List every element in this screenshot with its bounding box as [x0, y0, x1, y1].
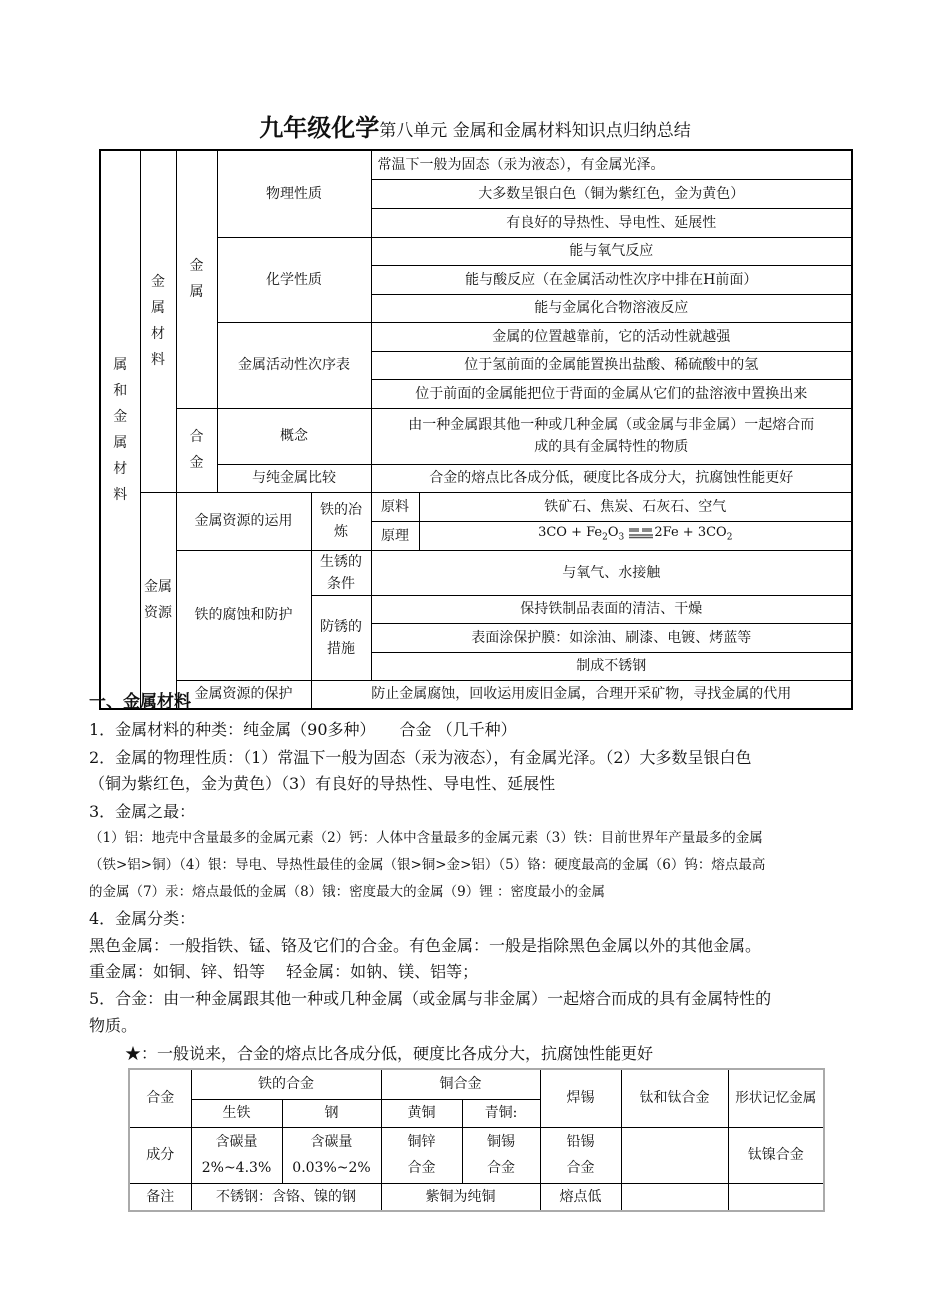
- iron-alloy-header: 铁的合金: [191, 1069, 381, 1099]
- memory-note: [728, 1183, 824, 1211]
- pig-iron-header: 生铁: [191, 1099, 282, 1127]
- para-4: 4．金属分类：: [89, 909, 196, 928]
- titanium-comp: [621, 1127, 728, 1183]
- solder-header: 焊锡: [540, 1069, 621, 1127]
- activity-item-1: 金属的位置越靠前，它的活动性就越强: [371, 322, 852, 351]
- steel-comp: 含碳量 0.03%~2%: [282, 1127, 381, 1183]
- metal-label-cell: 金 属: [176, 150, 217, 408]
- protect-label: 金属资源的保护: [176, 680, 311, 709]
- para-1: 1．金属材料的种类：纯金属（90多种） 合金 （几千种）: [89, 720, 517, 739]
- root-label-cell: [100, 150, 140, 709]
- activity-item-3: 位于前面的金属能把位于背面的金属从它们的盐溶液中置换出来: [371, 379, 852, 408]
- para-4a: 黑色金属：一般指铁、锰、铬及它们的合金。有色金属：一般是指除黑色金属以外的其他金属。: [89, 936, 762, 955]
- materials-label-cell: 金 属 材 料: [140, 150, 176, 492]
- titanium-header: 钛和钛合金: [621, 1069, 728, 1127]
- comp-row-label: 成分: [129, 1127, 191, 1183]
- activity-label: 金属活动性次序表: [217, 322, 371, 408]
- physical-item-3: 有良好的导热性、导电性、延展性: [371, 208, 852, 237]
- title-main: 九年级化学: [259, 114, 380, 142]
- para-3b: （铁>铝>铜）（4）银：导电、导热性最佳的金属（银>铜>金>铝）（5）铬：硬度最高的金属（6）钨：熔点最高: [89, 857, 766, 873]
- compare-text: 合金的熔点比各成分低，硬度比各成分大，抗腐蚀性能更好: [371, 464, 852, 492]
- memory-header: 形状记忆金属: [728, 1069, 824, 1127]
- chemical-item-1: 能与氧气反应: [371, 237, 852, 265]
- high-temp-arrow-icon: [628, 527, 654, 539]
- rust-prev-item-2: 表面涂保护膜：如涂油、刷漆、电镀、烤蓝等: [371, 623, 852, 652]
- rust-prev-item-1: 保持铁制品表面的清洁、干燥: [371, 595, 852, 623]
- raw-label: 原料: [371, 492, 419, 521]
- protect-text: 防止金属腐蚀，回收运用废旧金属，合理开采矿物，寻找金属的代用: [311, 680, 852, 709]
- alloy-header: 合金: [129, 1069, 191, 1127]
- concept-text: 由一种金属跟其他一种或几种金属（或金属与非金属）一起熔合而 成的具有金属特性的物质: [371, 408, 852, 464]
- alloy-label-cell: 合 金: [176, 408, 217, 492]
- equation: $3CO + Fe_2O_3$ $2Fe + 3CO_2$: [419, 521, 852, 550]
- bronze-header: 青铜:: [462, 1099, 540, 1127]
- para-3c: 的金属（7）汞：熔点最低的金属（8）锇：密度最大的金属（9）锂 ：密度最小的金属: [89, 884, 606, 900]
- alloy-table: [128, 1068, 825, 1212]
- activity-item-2: 位于氢前面的金属能置换出盐酸、稀硫酸中的氢: [371, 351, 852, 379]
- pig-iron-comp: 含碳量 2%~4.3%: [191, 1127, 282, 1183]
- para-3a: （1）铝：地壳中含量最多的金属元素（2）钙：人体中含量最多的金属元素（3）铁：目前世界年产量最多的金属: [89, 830, 763, 846]
- chemical-label: 化学性质: [217, 237, 371, 322]
- iron-smelting-label: 铁的冶炼: [311, 492, 371, 550]
- use-label: 金属资源的运用: [176, 492, 311, 550]
- section-heading: 一、金属材料: [89, 692, 191, 712]
- copper-note: 紫铜为纯铜: [381, 1183, 540, 1211]
- star-note: ★：一般说来，合金的熔点比各成分低，硬度比各成分大，抗腐蚀性能更好: [125, 1044, 654, 1063]
- compare-label: 与纯金属比较: [217, 464, 371, 492]
- rust-prev-item-3: 制成不锈钢: [371, 652, 852, 680]
- bronze-comp: 铜锡 合金: [462, 1127, 540, 1183]
- titanium-note: [621, 1183, 728, 1211]
- concept-label: 概念: [217, 408, 371, 464]
- summary-table: [99, 149, 853, 710]
- iron-note: 不锈钢：含铬、镍的钢: [191, 1183, 381, 1211]
- solder-note: 熔点低: [540, 1183, 621, 1211]
- brass-comp: 铜锌 合金: [381, 1127, 462, 1183]
- para-5a: 5．合金：由一种金属跟其他一种或几种金属（或金属与非金属）一起熔合而成的具有金属特性的: [89, 989, 772, 1008]
- para-2b: （铜为紫红色，金为黄色）（3）有良好的导热性、导电性、延展性: [89, 774, 556, 793]
- title-sub: 第八单元 金属和金属材料知识点归纳总结: [379, 121, 691, 141]
- corrosion-label: 铁的腐蚀和防护: [176, 550, 311, 680]
- root-label: 属 和 金 属 材 料: [113, 356, 128, 503]
- solder-comp: 铅锡 合金: [540, 1127, 621, 1183]
- page-title: [0, 108, 950, 143]
- resources-label-cell: 金属 资源: [140, 492, 176, 709]
- principle-label: 原理: [371, 521, 419, 550]
- brass-header: 黄铜: [381, 1099, 462, 1127]
- para-5b: 物质。: [89, 1016, 138, 1035]
- para-4b: 重金属：如铜、锌、铅等 轻金属：如钠、镁、铝等；: [89, 962, 479, 981]
- note-row-label: 备注: [129, 1183, 191, 1211]
- para-3: 3．金属之最：: [89, 802, 196, 821]
- physical-label: 物理性质: [217, 150, 371, 237]
- rust-cond-text: 与氧气、水接触: [371, 550, 852, 595]
- raw-text: 铁矿石、焦炭、石灰石、空气: [419, 492, 852, 521]
- physical-item-1: 常温下一般为固态（汞为液态），有金属光泽。: [371, 150, 852, 179]
- rust-prev-label: 防锈的措施: [311, 595, 371, 680]
- memory-comp: 钛镍合金: [728, 1127, 824, 1183]
- physical-item-2: 大多数呈银白色（铜为紫红色，金为黄色）: [371, 179, 852, 208]
- steel-header: 钢: [282, 1099, 381, 1127]
- copper-alloy-header: 铜合金: [381, 1069, 540, 1099]
- rust-cond-label: 生锈的条件: [311, 550, 371, 595]
- chemical-item-3: 能与金属化合物溶液反应: [371, 294, 852, 322]
- chemical-item-2: 能与酸反应（在金属活动性次序中排在H前面）: [371, 265, 852, 294]
- para-2a: 2．金属的物理性质：（1）常温下一般为固态（汞为液态），有金属光泽。（2）大多数呈银白色: [89, 748, 752, 767]
